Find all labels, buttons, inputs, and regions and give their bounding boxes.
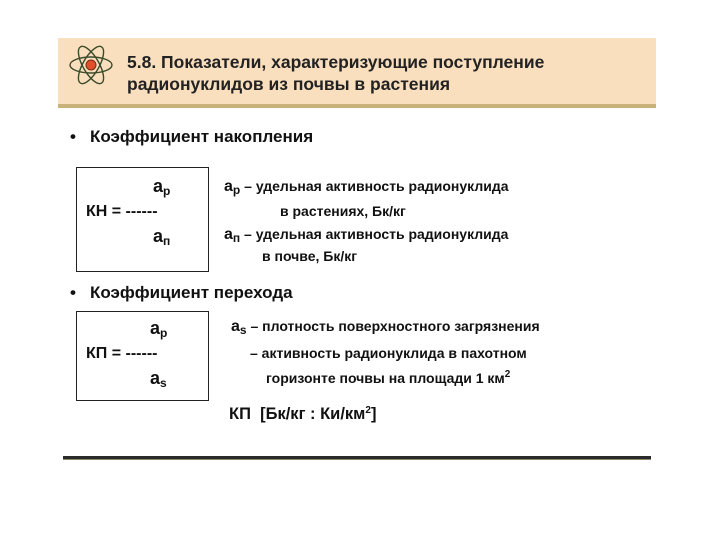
definition-as-line2: – активность радионуклида в пахотном: [250, 345, 527, 361]
definition-an-line2: в почве, Бк/кг: [262, 248, 358, 264]
definition-ap: aр – удельная активность радионуклида: [224, 178, 509, 197]
bullet-dot: •: [70, 283, 76, 302]
formula-denominator: aп: [153, 226, 171, 248]
heading-text: Коэффициент перехода: [90, 283, 293, 302]
formula-denominator: as: [150, 368, 167, 390]
definition-an: aп – удельная активность радионуклида: [224, 226, 509, 245]
kp-units: КП [Бк/кг : $Ки/км^2$]: [229, 405, 377, 423]
slide-title: [127, 51, 647, 95]
heading-text: Коэффициент накопления: [90, 127, 314, 146]
bullet-dot: •: [70, 127, 76, 146]
header-divider: [58, 104, 656, 108]
definition-as: as – плотность поверхностного загрязнения: [231, 318, 540, 337]
title-line-1: 5.8. Показатели, характеризующие поступление: [127, 52, 545, 72]
formula-lhs: КП = ------: [86, 345, 158, 362]
section-heading-accumulation: [70, 127, 313, 147]
atom-icon: [67, 41, 115, 89]
formula-numerator: aр: [153, 176, 171, 198]
formula-lhs: КН = ------: [86, 203, 158, 220]
definition-as-line3: горизонте почвы на площади 1 $км^2$: [266, 369, 511, 386]
definition-ap-line2: в растениях, Бк/кг: [280, 203, 406, 219]
formula-numerator: aр: [150, 318, 168, 340]
title-line-2: радионуклидов из почвы в растения: [127, 74, 451, 94]
footer-divider-shadow: [63, 459, 651, 460]
section-heading-transfer: [70, 283, 293, 303]
